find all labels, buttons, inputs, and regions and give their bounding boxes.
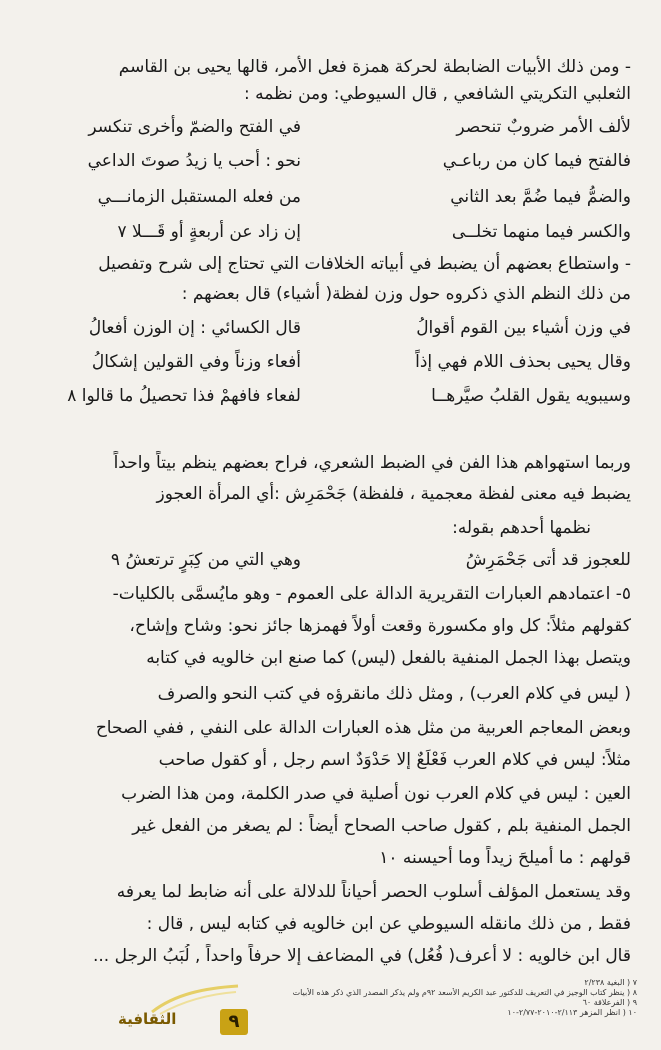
text-line: ٥- اعتمادهم العبارات التقريرية الدالة على العموم - وهو مايُسمَّى بالكليات-: [112, 584, 631, 604]
verse: [31, 348, 631, 376]
verse-first-half: والضمُّ فيما ضُمَّ بعد الثاني: [450, 187, 631, 207]
text-line: قال ابن خالويه : لا أعرف( فُعُل) في المضاعف إلا حرفاً واحداً , لُبَبُ الرجل ...: [92, 946, 631, 966]
footnote: ١٠ ( انظر المزهر ٢/١١٣-٢٠١٠-٢/٧٧-١٠: [507, 1008, 637, 1017]
footnote: ٧ ( البغية ٢/٢٣٨: [584, 978, 637, 987]
footnote: ٨ ( ينظر كتاب الوجيز في التعريف للدكتور عبد الكريم الأسعد ٩٢م ولم يذكر المصدر الذي ذكر هذه الأبيات: [292, 988, 637, 997]
footnote: ٩ ( الفرعلاقة ٦٠: [582, 998, 637, 1007]
text-line: وربما استهواهم هذا الفن في الضبط الشعري، فراح بعضهم ينظم بيتاً واحداً: [113, 453, 631, 473]
verse-first-half: فالفتح فيما كان من رباعـي: [442, 151, 631, 171]
text-line: يضبط فيه معنى لفظة معجمية ، فلفظة) جَحْمَرِش :أي المرأة العجوز: [156, 484, 631, 504]
text-line: من ذلك النظم الذي ذكروه حول وزن لفظة( أشياء) قال بعضهم :: [181, 284, 631, 304]
page-number: ٩: [220, 1009, 248, 1035]
verse-second-half: إن زاد عن أربعةٍ أو قَـــلا ٧: [117, 222, 301, 242]
verse-second-half: قال الكسائي : إن الوزن أفعالُ: [88, 318, 301, 338]
text-line: الثعلبي التكريتي الشافعي , قال السيوطي: ومن نظمه :: [243, 84, 631, 104]
text-line: - ومن ذلك الأبيات الضابطة لحركة همزة فعل الأمر، قالها يحيى بن القاسم: [118, 57, 631, 77]
page-footer: [0, 998, 661, 1050]
text-line: ويتصل بهذا الجمل المنفية بالفعل (ليس) كما صنع ابن خالويه في كتابه: [146, 648, 631, 668]
verse-second-half: من فعله المستقبل الزمانـــي: [97, 187, 301, 207]
verse: [31, 382, 631, 410]
verse: [31, 314, 631, 342]
verse-second-half: نحو : أحب يا زيدُ صوتَ الداعي: [87, 151, 301, 171]
text-line: نظمها أحدهم بقوله:: [452, 518, 591, 538]
text-line: وقد يستعمل المؤلف أسلوب الحصر أحياناً للدلالة على أنه ضابط لما يعرفه: [116, 882, 631, 902]
text-line: الجمل المنفية بلم , كقول صاحب الصحاح أيضاً : لم يصغر من الفعل غير: [132, 816, 631, 836]
verse-first-half: وقال يحيى بحذف اللام فهي إذاً: [415, 352, 631, 372]
verse-second-half: لفعاء فافهمْ فذا تحصيلُ ما قالوا ٨: [67, 386, 301, 406]
verse: [31, 183, 631, 211]
magazine-logo: الثقافية: [118, 1010, 177, 1028]
text-line: - واستطاع بعضهم أن يضبط في أبياته الخلافات التي تحتاج إلى شرح وتفصيل: [98, 254, 631, 274]
verse: [31, 113, 631, 141]
text-line: مثلاً: ليس في كلام العرب فَعْلَعٌ إلا حَدْوَدٌ اسم رجل , أو كقول صاحب: [158, 750, 631, 770]
verse: [31, 147, 631, 175]
verse: [31, 218, 631, 246]
verse-first-half: والكسر فيما منهما تخلــى: [451, 222, 631, 242]
text-line: العين : ليس في كلام العرب نون أصلية في صدر الكلمة، ومن هذا الضرب: [121, 784, 631, 804]
verse-first-half: في وزن أشياء بين القوم أقوالُ: [416, 318, 631, 338]
verse: [31, 546, 631, 574]
verse-first-half: للعجوز قد أتى جَحْمَرِشُ: [465, 550, 631, 570]
verse-first-half: وسيبويه يقول القلبُ صيَّرهــا: [431, 386, 631, 406]
text-line: ( ليس في كلام العرب) , ومثل ذلك مانقرؤه في كتب النحو والصرف: [157, 684, 631, 704]
verse-second-half: أفعاء وزناً وفي القولين إشكالُ: [91, 352, 301, 372]
text-line: فقط , من ذلك مانقله السيوطي عن ابن خالويه في كتابه ليس , قال :: [146, 914, 631, 934]
text-line: كقولهم مثلاً: كل واو مكسورة وقعت أولاً فهمزها جائز نحو: وشاح وإشاح،: [129, 616, 631, 636]
text-line: وبعض المعاجم العربية من مثل هذه العبارات الدالة على النفي , ففي الصحاح: [95, 718, 631, 738]
verse-first-half: لألف الأمر ضروبٌ تنحصر: [456, 117, 631, 137]
verse-second-half: في الفتح والضمّ وأخرى تنكسر: [88, 117, 301, 137]
verse-second-half: وهي التي من كِبَرٍ ترتعشُ ٩: [110, 550, 301, 570]
text-line: قولهم : ما أُميلحَ زيداً وما أُحيسنه ١٠: [379, 848, 631, 868]
